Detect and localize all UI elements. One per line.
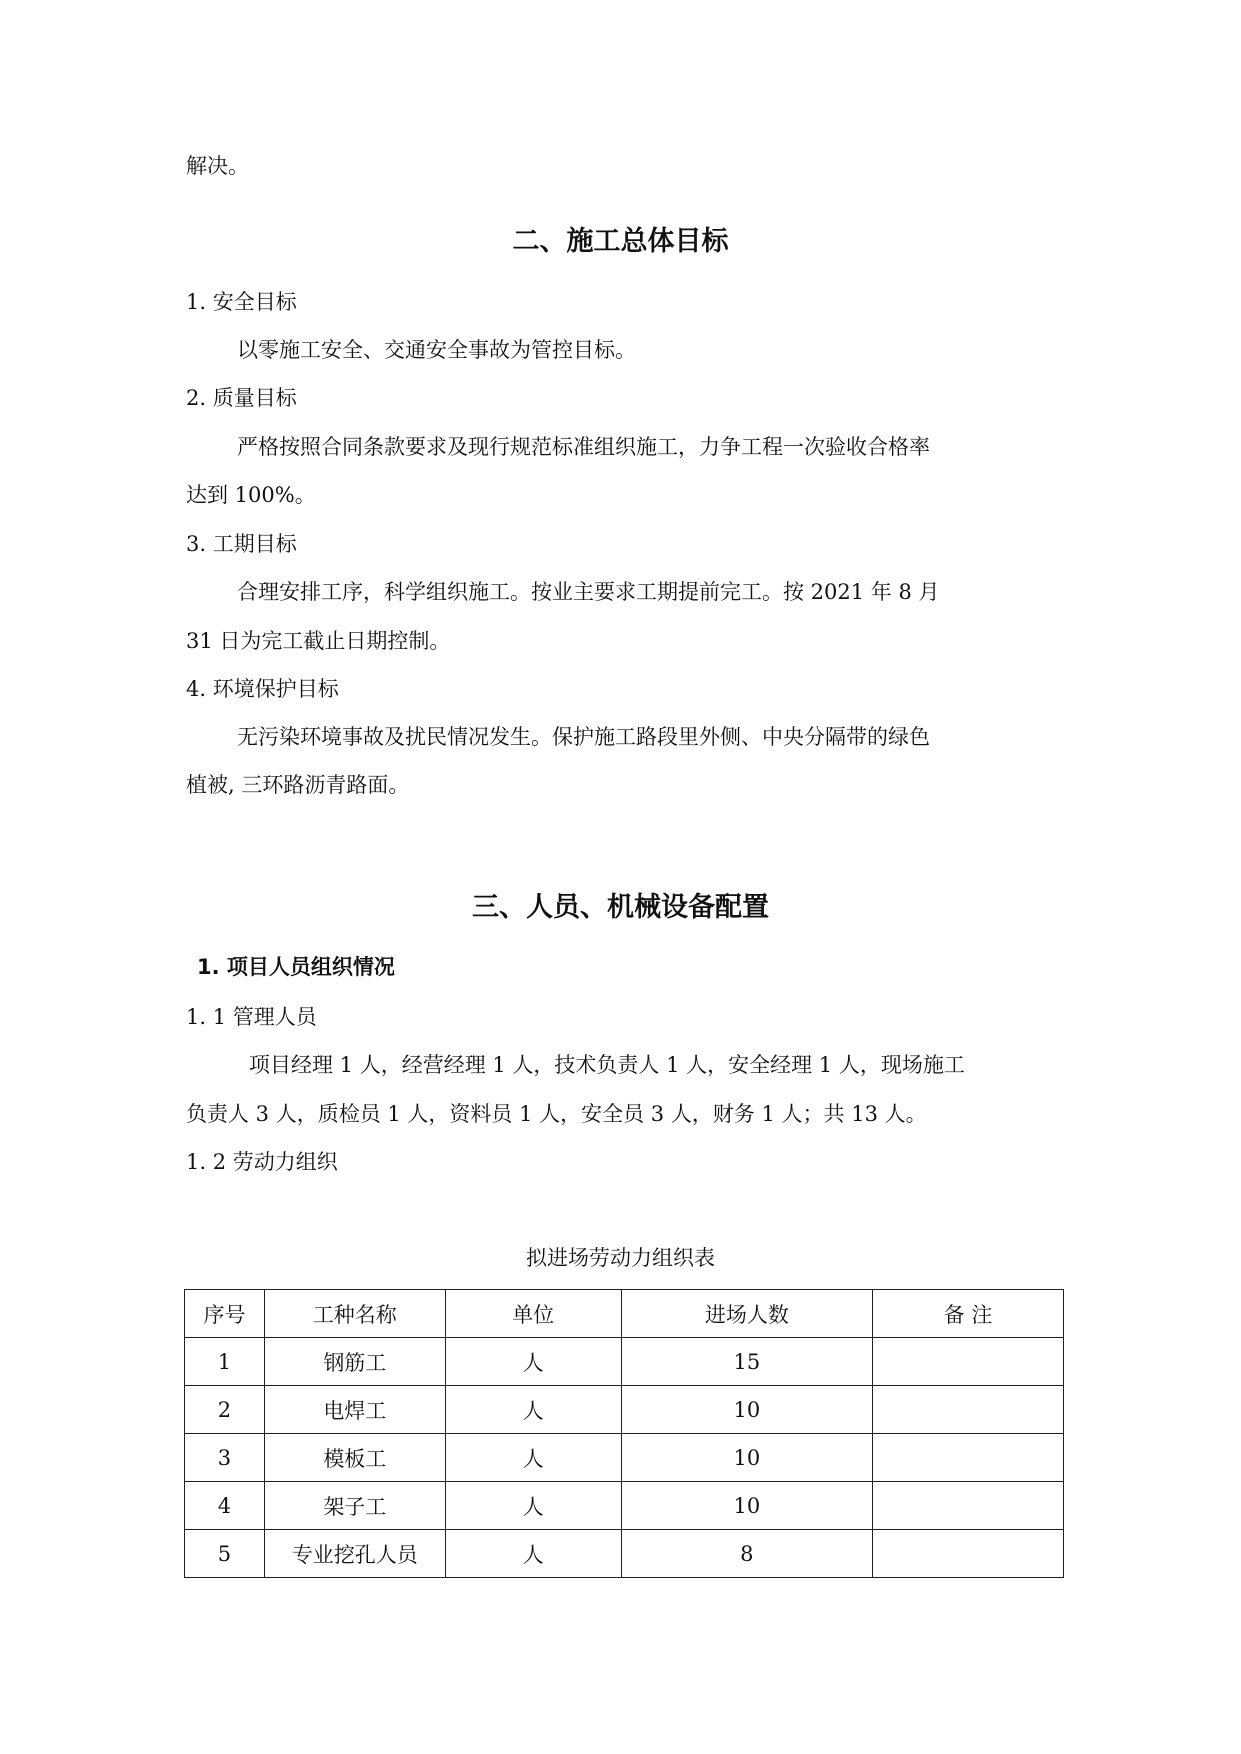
goal-text-safety: 以零施工安全、交通安全事故为管控目标。	[237, 338, 636, 362]
intro-tail-text: 解决。	[186, 154, 249, 178]
section2-title: 二、施工总体目标	[512, 226, 729, 257]
cell-seq: 4	[185, 1482, 265, 1530]
goal-heading-safety: 1. 安全目标	[186, 290, 297, 314]
cell-trade: 架子工	[264, 1482, 445, 1530]
labor-organization-table	[184, 1289, 1064, 1578]
goal-heading-quality: 2. 质量目标	[186, 386, 297, 410]
header-trade: 工种名称	[264, 1290, 445, 1338]
cell-trade: 专业挖孔人员	[264, 1530, 445, 1578]
goal-text-environment-1: 无污染环境事故及扰民情况发生。保护施工路段里外侧、中央分隔带的绿色	[237, 725, 930, 749]
cell-unit: 人	[445, 1530, 621, 1578]
cell-count: 15	[621, 1338, 873, 1386]
cell-trade: 电焊工	[264, 1386, 445, 1434]
table-row	[185, 1434, 1064, 1482]
cell-remark	[873, 1434, 1064, 1482]
table-row	[185, 1386, 1064, 1434]
cell-remark	[873, 1530, 1064, 1578]
cell-trade: 钢筋工	[264, 1338, 445, 1386]
goal-text-schedule-1: 合理安排工序，科学组织施工。按业主要求工期提前完工。按 2021 年 8 月	[237, 580, 940, 604]
table-row	[185, 1338, 1064, 1386]
table-caption: 拟进场劳动力组织表	[526, 1246, 715, 1270]
mgmt-heading: 1. 1 管理人员	[186, 1005, 317, 1029]
section3-title: 三、人员、机械设备配置	[472, 892, 769, 923]
cell-seq: 3	[185, 1434, 265, 1482]
cell-unit: 人	[445, 1338, 621, 1386]
section3-subtitle: 1. 项目人员组织情况	[197, 955, 395, 979]
cell-unit: 人	[445, 1434, 621, 1482]
cell-remark	[873, 1386, 1064, 1434]
cell-count: 10	[621, 1386, 873, 1434]
goal-text-quality-2: 达到 100%。	[186, 483, 316, 507]
labor-heading: 1. 2 劳动力组织	[186, 1150, 338, 1174]
table-header-row	[185, 1290, 1064, 1338]
header-seq: 序号	[185, 1290, 265, 1338]
cell-unit: 人	[445, 1386, 621, 1434]
mgmt-text-1: 项目经理 1 人，经营经理 1 人，技术负责人 1 人，安全经理 1 人，现场施工	[249, 1053, 965, 1077]
header-remark: 备 注	[873, 1290, 1064, 1338]
cell-count: 10	[621, 1434, 873, 1482]
header-count: 进场人数	[621, 1290, 873, 1338]
goal-text-schedule-2: 31 日为完工截止日期控制。	[186, 629, 451, 653]
cell-remark	[873, 1482, 1064, 1530]
cell-seq: 5	[185, 1530, 265, 1578]
cell-count: 8	[621, 1530, 873, 1578]
cell-seq: 2	[185, 1386, 265, 1434]
goal-text-environment-2: 植被, 三环路沥青路面。	[186, 773, 410, 797]
table-row	[185, 1530, 1064, 1578]
cell-unit: 人	[445, 1482, 621, 1530]
cell-seq: 1	[185, 1338, 265, 1386]
cell-count: 10	[621, 1482, 873, 1530]
table-row	[185, 1482, 1064, 1530]
goal-heading-schedule: 3. 工期目标	[186, 532, 297, 556]
header-unit: 单位	[445, 1290, 621, 1338]
goal-heading-environment: 4. 环境保护目标	[186, 677, 339, 701]
cell-trade: 模板工	[264, 1434, 445, 1482]
mgmt-text-2: 负责人 3 人，质检员 1 人，资料员 1 人，安全员 3 人，财务 1 人；共 13 人。	[186, 1102, 927, 1126]
cell-remark	[873, 1338, 1064, 1386]
goal-text-quality-1: 严格按照合同条款要求及现行规范标准组织施工，力争工程一次验收合格率	[237, 435, 930, 459]
